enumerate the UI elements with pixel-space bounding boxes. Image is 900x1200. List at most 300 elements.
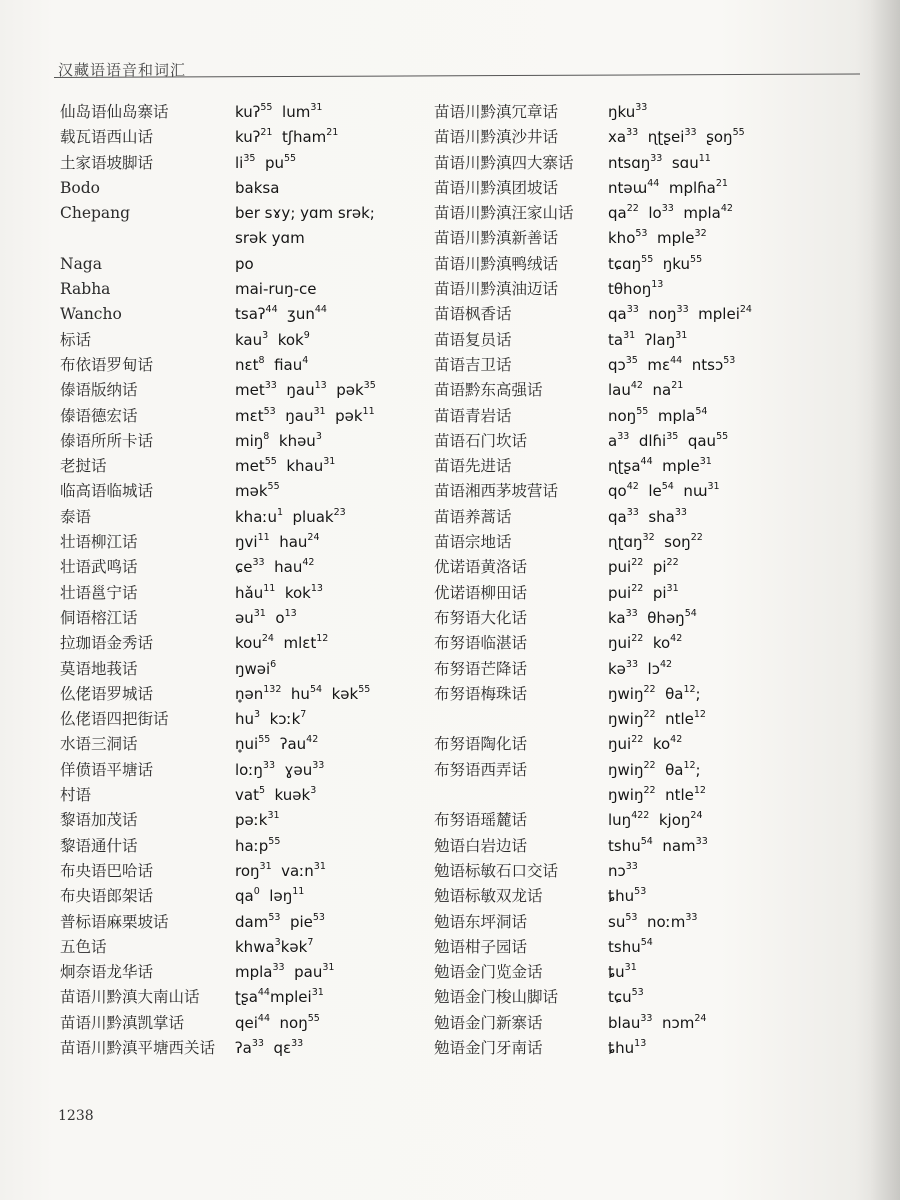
phonetic-form [235, 1036, 303, 1061]
tone-number: 12 [316, 633, 329, 645]
word-entry-row [60, 505, 460, 530]
tone-number: 31 [259, 860, 272, 872]
dialect-name: 标话 [60, 330, 92, 349]
phonetic-segment: ȶhu [608, 887, 635, 906]
tone-number: 54 [661, 481, 674, 493]
word-entry-row [432, 151, 832, 176]
phonetic-segment: ŋau [275, 406, 314, 425]
phonetic-segment: ləŋ [259, 887, 293, 906]
tone-number: 53 [723, 354, 736, 366]
phonetic-form [235, 985, 324, 1010]
dialect-name: 苗语川黔滇团坡话 [434, 178, 559, 197]
tone-number: 132 [263, 683, 282, 695]
phonetic-segment: haːp [235, 836, 269, 855]
phonetic-segment: lɔ [638, 659, 660, 678]
tone-number: 44 [640, 456, 653, 468]
dialect-name: 苗语石门坎话 [434, 431, 528, 450]
dialect-name: Wancho [60, 305, 122, 324]
phonetic-form [608, 758, 701, 783]
dialect-name: 布央语巴哈话 [60, 861, 154, 880]
word-entry-row [432, 859, 832, 884]
phonetic-form [235, 1011, 320, 1036]
phonetic-segment: ʔa [235, 1038, 252, 1057]
tone-number: 31 [322, 962, 335, 974]
tone-number: 8 [263, 430, 270, 442]
phonetic-segment: kuək [265, 786, 311, 805]
word-entry-row [432, 353, 832, 378]
dialect-name: 勉语金门新寨话 [434, 1013, 543, 1032]
phonetic-segment: pau [284, 963, 323, 982]
phonetic-form [235, 707, 306, 732]
phonetic-segment: ber sɤy; yɑm srək; [235, 204, 375, 223]
tone-number: 33 [625, 658, 639, 670]
tone-number: 21 [715, 177, 728, 189]
phonetic-form [235, 530, 320, 555]
tone-number: 44 [257, 1012, 271, 1024]
tone-number: 12 [683, 683, 696, 695]
phonetic-form [235, 631, 328, 656]
phonetic-segment: qa [608, 204, 627, 223]
phonetic-form [608, 783, 706, 808]
tone-number: 33 [625, 607, 638, 619]
phonetic-segment: pi [643, 558, 667, 577]
phonetic-segment: nɔm [652, 1013, 695, 1032]
phonetic-form [235, 479, 280, 504]
phonetic-segment: roŋ [235, 861, 260, 880]
dialect-name: Naga [60, 254, 102, 273]
phonetic-form [608, 707, 706, 732]
tone-number: 42 [720, 203, 733, 215]
word-entry-row [60, 935, 460, 960]
phonetic-segment: li [235, 153, 244, 172]
dialect-name: 侗语榕江话 [60, 608, 138, 627]
phonetic-segment: met [235, 381, 265, 400]
phonetic-segment: noːm [637, 912, 686, 931]
dialect-name: 勉语白岩边话 [434, 836, 528, 855]
tone-number: 54 [640, 835, 653, 847]
word-entry-row [432, 808, 832, 833]
phonetic-form [235, 125, 338, 150]
tone-number: 35 [666, 430, 679, 442]
phonetic-segment: hau [269, 533, 308, 552]
page-edge-shadow [870, 0, 900, 1200]
tone-number: 11 [698, 152, 711, 164]
tone-number: 22 [631, 557, 644, 569]
phonetic-form [235, 252, 254, 277]
dialect-name: 苗语川黔滇平塘西关话 [60, 1038, 216, 1057]
phonetic-segment: qau [678, 431, 717, 450]
tone-number: 33 [312, 759, 325, 771]
word-entry-row [432, 783, 832, 808]
phonetic-form [235, 859, 326, 884]
word-entry-row [60, 378, 460, 403]
phonetic-segment: ȶu [608, 963, 625, 982]
phonetic-segment: qa [608, 507, 627, 526]
phonetic-segment: loːŋ [235, 760, 263, 779]
word-entry-row [60, 808, 460, 833]
word-entry-row [60, 682, 460, 707]
phonetic-form [235, 960, 334, 985]
phonetic-segment: ; [695, 760, 701, 779]
word-entry-row [60, 960, 460, 985]
dialect-name: 布努语西弄话 [434, 760, 528, 779]
tone-number: 33 [626, 127, 639, 139]
tone-number: 31 [624, 962, 637, 974]
phonetic-form [608, 505, 687, 530]
dialect-name: 勉语金门牙南话 [434, 1038, 543, 1057]
word-entry-row [60, 581, 460, 606]
dialect-name: 村语 [60, 786, 92, 805]
tone-number: 33 [272, 962, 285, 974]
phonetic-segment: kho [608, 229, 636, 248]
tone-number: 42 [670, 633, 683, 645]
phonetic-segment: kɔːk [260, 710, 301, 729]
dialect-name: 布努语临湛话 [434, 634, 528, 653]
tone-number: 33 [674, 506, 687, 518]
tone-number: 33 [640, 1012, 653, 1024]
tone-number: 31 [310, 102, 323, 113]
tone-number: 55 [284, 152, 297, 164]
dialect-name: 壮语武鸣话 [60, 558, 138, 577]
phonetic-segment: su [608, 912, 626, 931]
dialect-name: 勉语柑子园话 [434, 937, 528, 956]
phonetic-segment: ntle [655, 710, 694, 729]
tone-number: 33 [684, 127, 697, 139]
phonetic-form [608, 581, 679, 606]
phonetic-segment: lum [272, 103, 311, 121]
phonetic-segment: le [638, 482, 662, 501]
dialect-name: 仙岛语仙岛寨话 [60, 103, 169, 121]
tone-number: 53 [312, 911, 325, 923]
phonetic-segment: blau [608, 1013, 641, 1032]
phonetic-segment: pi [643, 583, 667, 602]
phonetic-segment: qɔ [608, 355, 626, 374]
word-entry-row [60, 100, 460, 125]
phonetic-segment: sɑu [662, 153, 699, 172]
tone-number: 55 [267, 481, 280, 493]
tone-number: 22 [626, 203, 639, 215]
dialect-name: 炯奈语龙华话 [60, 963, 154, 982]
word-entry-row [60, 353, 460, 378]
dialect-name: 佯偾语平塘话 [60, 760, 154, 779]
phonetic-form [608, 530, 703, 555]
tone-number: 55 [268, 835, 281, 847]
dialect-name: 苗语黔东高强话 [434, 381, 543, 400]
phonetic-segment: noŋ [638, 305, 677, 324]
phonetic-segment: hu [235, 710, 255, 729]
word-entry-row [432, 1011, 832, 1036]
phonetic-segment: xa [608, 128, 627, 147]
phonetic-segment: mplei [688, 305, 740, 324]
word-entry-row [432, 505, 832, 530]
tone-number: 9 [303, 329, 310, 341]
tone-number: 54 [640, 936, 653, 948]
tone-number: 0 [253, 886, 260, 898]
tone-number: 53 [631, 987, 644, 999]
phonetic-segment: ʔlaŋ [635, 330, 676, 349]
phonetic-segment: kə [608, 659, 626, 678]
phonetic-segment: ŋwiŋ [608, 684, 644, 703]
word-entry-row [432, 732, 832, 757]
dialect-name: 傣语所所卡话 [60, 431, 154, 450]
tone-number: 6 [270, 658, 277, 670]
dialect-name: 苗语川黔滇凯掌话 [60, 1013, 185, 1032]
phonetic-segment: hau [264, 558, 303, 577]
phonetic-segment: nam [652, 836, 696, 855]
phonetic-form [235, 783, 316, 808]
tone-number: 22 [643, 759, 656, 771]
word-entry-row [60, 657, 460, 682]
tone-number: 31 [675, 329, 688, 341]
tone-number: 54 [684, 607, 697, 619]
left-column [60, 100, 460, 1061]
dialect-name: 老挝话 [60, 457, 107, 476]
phonetic-segment: kou [235, 634, 262, 653]
phonetic-form [608, 252, 702, 277]
phonetic-form [235, 277, 316, 302]
phonetic-segment: ka [608, 608, 626, 627]
tone-number: 33 [685, 911, 698, 923]
phonetic-form [608, 378, 683, 403]
phonetic-segment: noŋ [270, 1013, 308, 1032]
word-entry-row [60, 758, 460, 783]
word-entry-row [60, 479, 460, 504]
phonetic-form [235, 606, 297, 631]
tone-number: 33 [262, 759, 275, 771]
phonetic-segment: met [235, 457, 265, 476]
phonetic-segment: ; [695, 684, 701, 703]
phonetic-segment: khau [276, 457, 324, 476]
phonetic-form [608, 277, 663, 302]
phonetic-form [608, 1011, 706, 1036]
phonetic-segment: ɕe [235, 558, 253, 577]
dialect-name: 布努语大化话 [434, 608, 528, 627]
tone-number: 31 [311, 987, 324, 999]
tone-number: 42 [659, 658, 673, 670]
phonetic-form [235, 657, 276, 682]
phonetic-segment: tɕɑŋ [608, 254, 642, 273]
dialect-name: 土家语坡脚话 [60, 153, 154, 172]
tone-number: 55 [258, 734, 271, 746]
tone-number: 12 [693, 709, 706, 721]
word-entry-row [60, 783, 460, 808]
tone-number: 53 [625, 911, 638, 923]
dialect-name: 苗语川黔滇大南山话 [60, 988, 200, 1007]
tone-number: 53 [634, 886, 647, 898]
tone-number: 13 [284, 607, 297, 619]
phonetic-segment: ʒun [277, 305, 315, 324]
phonetic-segment: vaːn [271, 861, 314, 880]
tone-number: 22 [690, 532, 703, 544]
dialect-name: Bodo [60, 178, 100, 197]
phonetic-segment: ntsɔ [682, 355, 724, 374]
phonetic-form [608, 429, 728, 454]
word-entry-row [60, 125, 460, 150]
tone-number: 4 [302, 354, 309, 366]
phonetic-segment: qa [608, 305, 627, 324]
dialect-name: 勉语标敏双龙话 [434, 887, 543, 906]
page-number: 1238 [58, 1108, 94, 1124]
phonetic-form [608, 125, 745, 150]
phonetic-segment: vat [235, 786, 259, 805]
dialect-name: 仫佬语罗城话 [60, 684, 154, 703]
tone-number: 42 [670, 734, 683, 746]
word-entry-row [60, 176, 460, 201]
dialect-name: 仫佬语四把街话 [60, 710, 169, 729]
word-entry-row [432, 226, 832, 251]
word-entry-row [432, 404, 832, 429]
phonetic-segment: ʈʂa [235, 988, 258, 1007]
phonetic-segment: qɛ [263, 1038, 292, 1057]
tone-number: 13 [651, 279, 664, 291]
tone-number: 55 [732, 127, 745, 139]
phonetic-segment: qei [235, 1013, 258, 1032]
dialect-name: 苗语川黔滇汪家山话 [434, 204, 574, 223]
phonetic-segment: ŋwəi [235, 659, 271, 678]
phonetic-form [235, 151, 296, 176]
dialect-name: 普标语麻栗坡话 [60, 912, 169, 931]
phonetic-segment: pui [608, 558, 632, 577]
phonetic-form [608, 985, 644, 1010]
tone-number: 11 [292, 886, 305, 898]
phonetic-segment: nɛt [235, 355, 259, 374]
dialect-name: 勉语金门梭山脚话 [434, 988, 559, 1007]
phonetic-segment: ʔau [270, 735, 307, 754]
phonetic-segment: ntsɑŋ [608, 153, 651, 172]
phonetic-segment: ŋui [608, 634, 632, 653]
word-entry-row [432, 682, 832, 707]
phonetic-segment: tsaʔ [235, 305, 266, 324]
tone-number: 21 [260, 127, 273, 139]
phonetic-segment: mplɦa [659, 178, 716, 197]
phonetic-form [235, 100, 322, 125]
phonetic-form [608, 910, 697, 935]
phonetic-form [235, 808, 280, 833]
phonetic-segment: dam [235, 912, 269, 931]
running-head: 汉藏语语音和词汇 [58, 61, 187, 79]
word-entry-row [432, 960, 832, 985]
tone-number: 55 [636, 405, 649, 417]
phonetic-segment: n̥ui [235, 735, 259, 754]
phonetic-form [235, 328, 310, 353]
phonetic-segment: ɳʈʂa [608, 457, 641, 476]
phonetic-segment: lo [638, 204, 662, 223]
word-entry-row [432, 176, 832, 201]
phonetic-form [608, 884, 646, 909]
phonetic-segment: po [235, 254, 254, 273]
word-entry-row [60, 302, 460, 327]
phonetic-form [235, 302, 327, 327]
phonetic-segment: kuʔ [235, 128, 261, 147]
phonetic-segment: kok [275, 583, 311, 602]
word-entry-row [432, 530, 832, 555]
dialect-name: 壮语柳江话 [60, 533, 138, 552]
phonetic-segment: ŋui [608, 735, 632, 754]
phonetic-segment: tshu [608, 836, 641, 855]
dialect-name: 载瓦语西山话 [60, 128, 154, 147]
word-entry-row [432, 555, 832, 580]
phonetic-segment: ŋwiŋ [608, 760, 644, 779]
dialect-name: 五色话 [60, 937, 107, 956]
tone-number: 35 [625, 354, 638, 366]
tone-number: 23 [333, 506, 346, 518]
tone-number: 33 [626, 506, 639, 518]
tone-number: 3 [274, 936, 281, 948]
phonetic-form [608, 808, 703, 833]
tone-number: 42 [630, 380, 643, 392]
dialect-name: 苗语养蒿话 [434, 507, 512, 526]
tone-number: 33 [617, 430, 630, 442]
phonetic-segment: pluak [283, 507, 334, 526]
tone-number: 3 [254, 709, 261, 721]
phonetic-segment: dlɦi [629, 431, 667, 450]
word-entry-row [432, 657, 832, 682]
phonetic-segment: qa [235, 887, 254, 906]
phonetic-segment: pie [280, 912, 313, 931]
tone-number: 33 [650, 152, 663, 164]
tone-number: 33 [625, 860, 638, 872]
phonetic-segment: srək yɑm [235, 229, 305, 248]
phonetic-segment: kuʔ [235, 103, 261, 121]
tone-number: 31 [707, 481, 720, 493]
phonetic-segment: khəu [269, 431, 316, 450]
dialect-name: 勉语金门览金话 [434, 963, 543, 982]
tone-number: 53 [263, 405, 276, 417]
word-entry-row [432, 1036, 832, 1061]
dialect-name: 布努语梅珠话 [434, 684, 528, 703]
dialect-name: 布努语陶化话 [434, 735, 528, 754]
phonetic-form [235, 758, 324, 783]
phonetic-segment: tʃham [272, 128, 327, 147]
phonetic-form [608, 960, 637, 985]
tone-number: 42 [302, 557, 315, 569]
phonetic-form [235, 555, 314, 580]
phonetic-segment: ŋku [653, 254, 691, 273]
tone-number: 44 [647, 177, 660, 189]
dialect-name: 临高语临城话 [60, 482, 154, 501]
dialect-name: Chepang [60, 204, 131, 223]
phonetic-form [608, 100, 647, 125]
tone-number: 24 [694, 1012, 707, 1024]
word-entry-row [432, 631, 832, 656]
phonetic-segment: pui [608, 583, 632, 602]
phonetic-form [608, 657, 672, 682]
tone-number: 21 [671, 380, 684, 392]
tone-number: 53 [268, 911, 281, 923]
word-entry-row [60, 985, 460, 1010]
phonetic-form [235, 353, 308, 378]
phonetic-segment: tɕu [608, 988, 632, 1007]
word-entry-row [60, 328, 460, 353]
tone-number: 55 [690, 253, 703, 265]
phonetic-segment: pu [255, 153, 285, 172]
word-entry-row [60, 429, 460, 454]
phonetic-segment: ŋku [608, 103, 636, 121]
word-entry-row [432, 935, 832, 960]
word-entry-row [60, 530, 460, 555]
dialect-name: 泰语 [60, 507, 92, 526]
phonetic-segment: khaːu [235, 507, 277, 526]
phonetic-segment: baksa [235, 178, 280, 197]
tone-number: 35 [243, 152, 256, 164]
tone-number: 13 [310, 582, 323, 594]
word-entry-row [60, 1011, 460, 1036]
tone-number: 31 [666, 582, 679, 594]
phonetic-segment: mlɛt [273, 634, 317, 653]
tone-number: 55 [716, 430, 729, 442]
tone-number: 22 [631, 633, 644, 645]
tone-number: 21 [326, 127, 339, 139]
